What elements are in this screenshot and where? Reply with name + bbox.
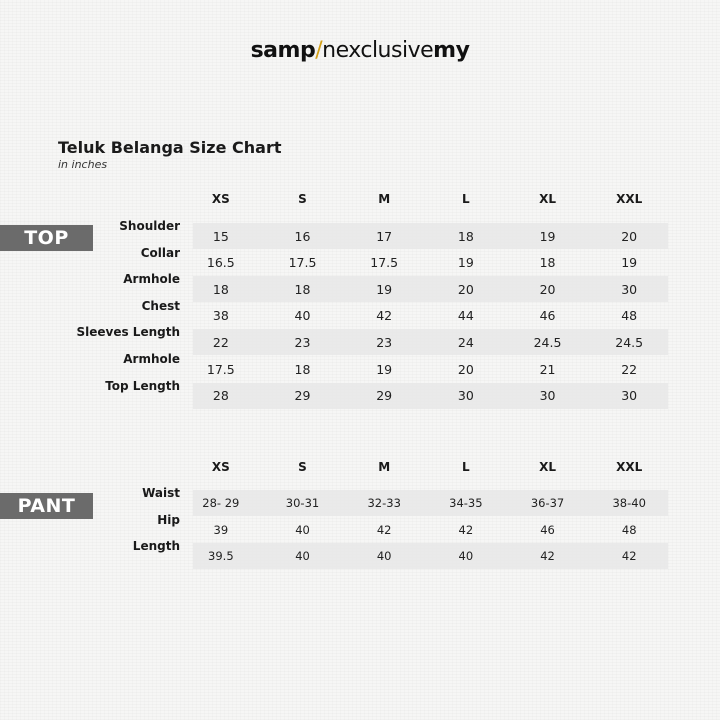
- table-cell: 30: [621, 281, 638, 297]
- row-cells: [193, 383, 668, 409]
- table-cell: 30: [539, 388, 556, 404]
- table-cell: 39: [213, 522, 229, 537]
- size-header-cell: XL: [539, 192, 556, 206]
- row-cells: [193, 303, 668, 329]
- table-cell: 38: [212, 308, 229, 324]
- table-row: [0, 352, 670, 382]
- table-cell: 42: [376, 308, 393, 324]
- size-header-cell: XS: [211, 460, 230, 474]
- table-row: [0, 325, 670, 355]
- size-header-cell: XS: [211, 192, 230, 206]
- size-header-cell: L: [462, 192, 470, 206]
- table-cell: 30: [457, 388, 474, 404]
- table-cell: 21: [539, 361, 556, 377]
- table-cell: 18: [457, 228, 474, 244]
- size-header-cell: XL: [539, 460, 556, 474]
- table-row: [0, 219, 670, 249]
- table-cell: 22: [621, 361, 638, 377]
- table-cell: 20: [457, 361, 474, 377]
- table-row: [0, 245, 670, 276]
- size-header-cell: S: [298, 460, 307, 474]
- table-cell: 42: [540, 549, 555, 564]
- table-cell: 40: [294, 308, 311, 324]
- size-header-cell: XXL: [616, 192, 643, 206]
- brand-logo-part4: my: [433, 38, 470, 63]
- table-row: [0, 539, 670, 569]
- table-cell: 17: [376, 228, 393, 244]
- table-cell: 23: [376, 334, 393, 350]
- row-label: Sleeves Length: [76, 325, 180, 340]
- row-cells: [193, 223, 668, 249]
- table-cell: 48: [621, 522, 637, 537]
- table-cell: 17.5: [288, 255, 317, 271]
- table-cell: 36-37: [530, 496, 565, 510]
- table-cell: 40: [376, 549, 392, 564]
- table-cell: 18: [294, 281, 311, 297]
- row-cells: [193, 329, 668, 355]
- table-cell: 28- 29: [202, 496, 240, 510]
- table-cell: 18: [212, 281, 229, 297]
- table-cell: 34-35: [449, 496, 483, 510]
- row-label: Collar: [140, 245, 180, 260]
- size-header-cell: S: [298, 192, 307, 206]
- table-cell: 16: [294, 228, 311, 244]
- table-cell: 17.5: [206, 361, 235, 377]
- pant-section-badge: PANT: [0, 493, 93, 519]
- size-header-cell: L: [462, 460, 470, 474]
- size-header-cell: XXL: [616, 460, 643, 474]
- row-label: Shoulder: [119, 219, 180, 233]
- table-row: [0, 512, 670, 543]
- table-cell: 17.5: [370, 255, 399, 271]
- chart-title: Teluk Belanga Size Chart: [58, 138, 282, 157]
- table-cell: 19: [376, 281, 393, 297]
- table-cell: 42: [376, 522, 392, 537]
- table-row: [0, 378, 670, 409]
- top-section-badge: TOP: [0, 225, 93, 251]
- table-cell: 39.5: [208, 549, 234, 564]
- table-cell: 32-33: [367, 496, 401, 510]
- table-cell: 30-31: [285, 496, 320, 510]
- table-cell: 24: [457, 334, 474, 350]
- table-cell: 42: [458, 522, 474, 537]
- row-label: Armhole: [123, 352, 180, 366]
- table-cell: 23: [294, 334, 311, 350]
- table-cell: 40: [295, 522, 310, 537]
- pant-size-header: [180, 460, 670, 480]
- table-cell: 20: [539, 281, 556, 297]
- table-cell: 19: [376, 361, 393, 377]
- row-label: Top Length: [105, 378, 180, 393]
- table-cell: 29: [294, 388, 311, 404]
- table-cell: 16.5: [206, 255, 235, 271]
- table-cell: 38-40: [612, 496, 646, 510]
- table-cell: 48: [621, 308, 638, 324]
- table-row: [0, 272, 670, 302]
- row-cells: [193, 276, 668, 302]
- table-row: [0, 486, 670, 516]
- brand-logo-part1: samp: [250, 38, 316, 63]
- row-label: Chest: [141, 298, 180, 313]
- table-cell: 24.5: [615, 334, 644, 350]
- row-cells: [193, 543, 668, 569]
- table-cell: 18: [539, 255, 556, 271]
- row-cells: [193, 356, 668, 382]
- table-cell: 40: [458, 549, 474, 564]
- table-cell: 18: [294, 361, 311, 377]
- row-label: Hip: [157, 512, 180, 527]
- size-header-cell: M: [378, 192, 391, 206]
- table-cell: 20: [621, 228, 638, 244]
- table-cell: 28: [212, 388, 229, 404]
- chart-subtitle: in inches: [58, 158, 108, 171]
- table-cell: 20: [457, 281, 474, 297]
- row-label: Armhole: [123, 272, 180, 287]
- table-cell: 40: [295, 549, 310, 564]
- row-label: Length: [132, 539, 180, 554]
- brand-logo: [0, 38, 720, 63]
- row-label: Waist: [142, 486, 180, 500]
- brand-logo-part3: nexclusive: [322, 38, 434, 63]
- table-cell: 15: [212, 228, 229, 244]
- table-cell: 46: [540, 522, 555, 537]
- table-cell: 44: [457, 308, 474, 324]
- table-cell: 24.5: [533, 334, 562, 350]
- row-cells: [193, 490, 668, 516]
- table-cell: 19: [621, 255, 638, 271]
- table-cell: 42: [621, 549, 637, 564]
- brand-logo-slash: /: [315, 38, 323, 63]
- row-cells: [193, 250, 668, 276]
- table-cell: 30: [621, 388, 638, 404]
- table-cell: 19: [457, 255, 474, 271]
- table-cell: 46: [539, 308, 556, 324]
- table-cell: 29: [376, 388, 393, 404]
- top-size-header: [180, 192, 670, 212]
- row-cells: [193, 517, 668, 543]
- table-cell: 22: [212, 334, 229, 350]
- size-header-cell: M: [378, 460, 391, 474]
- table-cell: 19: [539, 228, 556, 244]
